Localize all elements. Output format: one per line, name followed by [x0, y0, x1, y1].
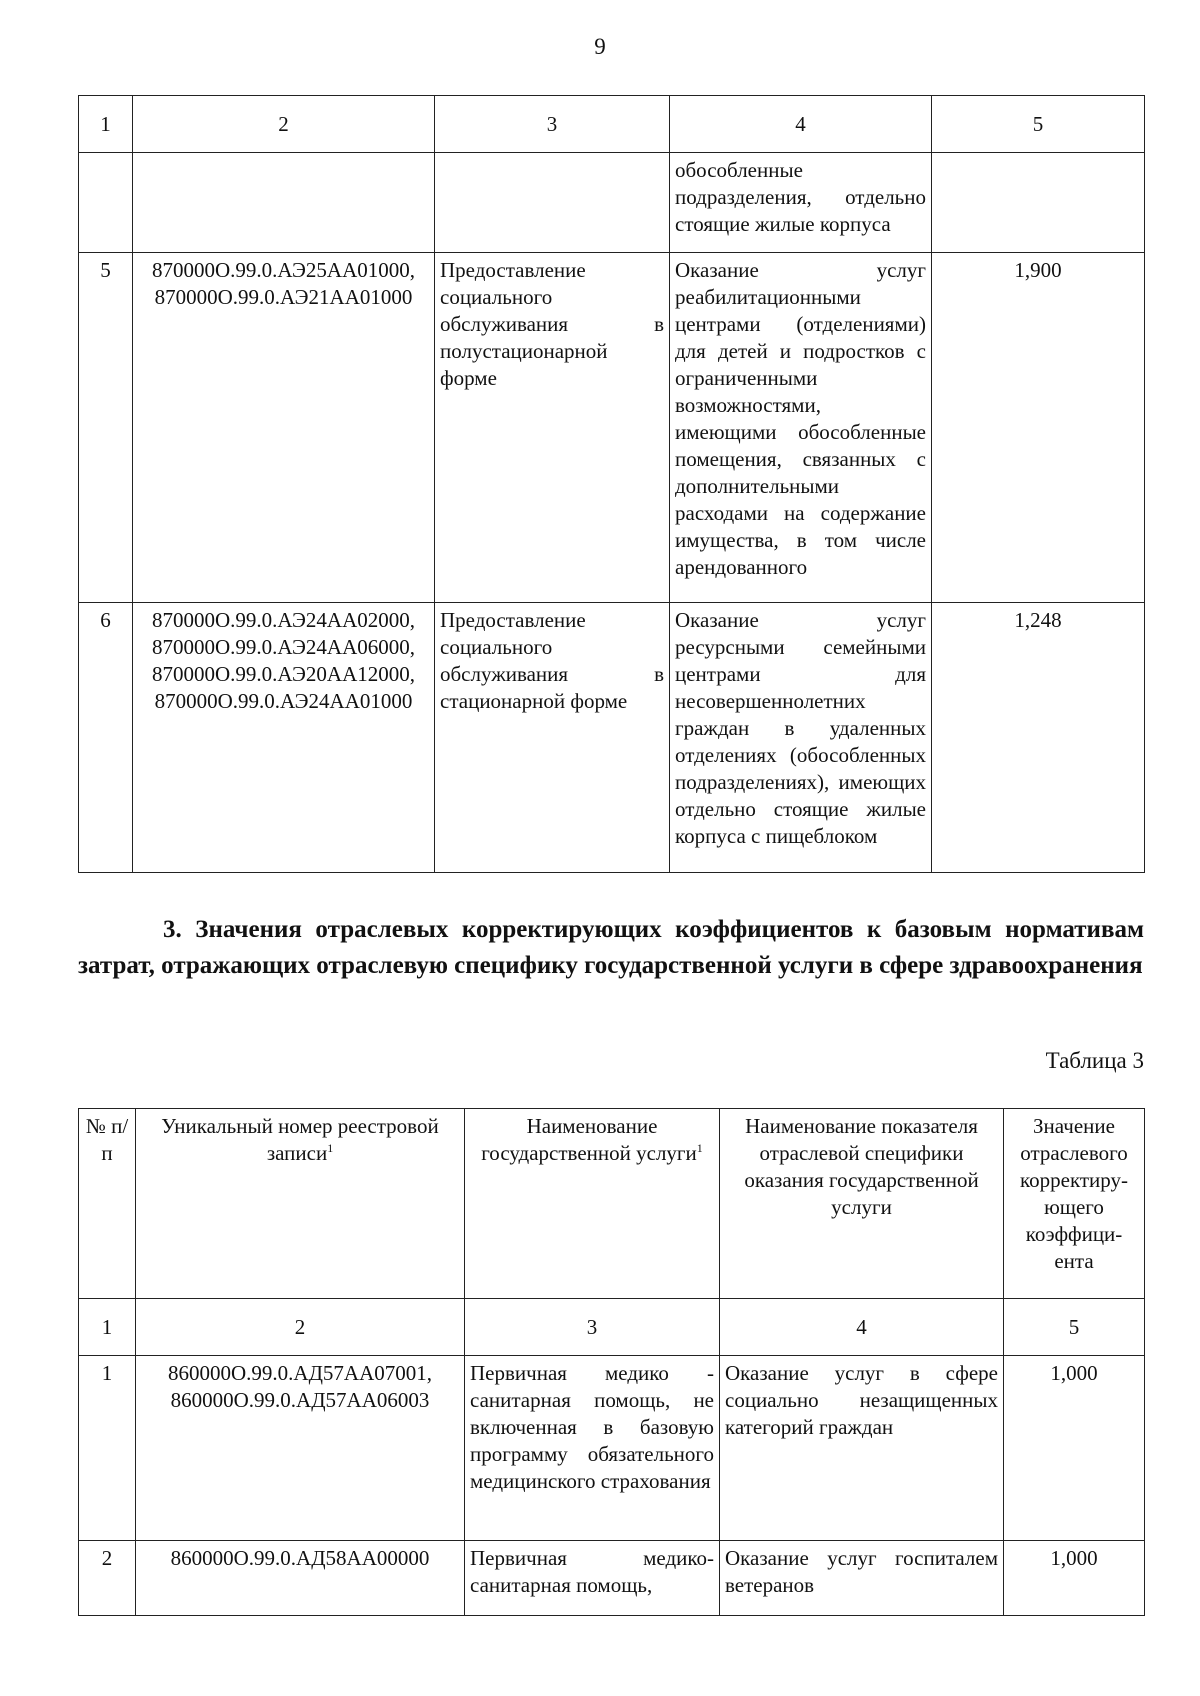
- indicator-name: Оказание услуг в сфере социально незащищенных категорий граждан: [720, 1356, 1004, 1541]
- service-name: [435, 153, 670, 253]
- coefficient-value: 1,248: [932, 603, 1145, 873]
- table-row: [79, 603, 1145, 873]
- column-number: 4: [720, 1299, 1004, 1356]
- row-number: [79, 153, 133, 253]
- indicator-name: Оказание услуг госпиталем ветеранов: [720, 1541, 1004, 1616]
- column-number: 5: [932, 96, 1145, 153]
- registry-codes: 870000О.99.0.АЭ25АА01000, 870000О.99.0.АЭ21АА01000: [133, 253, 435, 603]
- column-number: 2: [136, 1299, 465, 1356]
- row-number: 2: [79, 1541, 136, 1616]
- coefficient-value: [932, 153, 1145, 253]
- registry-codes: 860000О.99.0.АД57АА07001, 860000О.99.0.АД57АА06003: [136, 1356, 465, 1541]
- coefficient-value: 1,000: [1004, 1356, 1145, 1541]
- service-name: Первичная медико-санитарная помощь,: [465, 1541, 720, 1616]
- coefficients-table: [78, 1108, 1145, 1616]
- column-number-row: [79, 1299, 1145, 1356]
- column-number: 2: [133, 96, 435, 153]
- service-name: Предоставление социального обслуживания в полустационарной форме: [435, 253, 670, 603]
- table-row: [79, 153, 1145, 253]
- page-number: 9: [594, 34, 606, 59]
- column-number: 1: [79, 1299, 136, 1356]
- header-coefficient-value: Значение отраслевого корректиру- ющего коэффици- ента: [1004, 1109, 1145, 1299]
- indicator-name: обособленные подразделения, отдельно стоящие жилые корпуса: [670, 153, 932, 253]
- registry-codes: 870000О.99.0.АЭ24АА02000, 870000О.99.0.АЭ24АА06000, 870000О.99.0.АЭ20АА12000, 870000О.99.0.АЭ24АА01000: [133, 603, 435, 873]
- table-caption: Таблица 3: [1045, 1048, 1144, 1073]
- service-name: Предоставление социального обслуживания в стационарной форме: [435, 603, 670, 873]
- column-number: 4: [670, 96, 932, 153]
- coefficient-value: 1,000: [1004, 1541, 1145, 1616]
- section-heading: 3. Значения отраслевых корректирующих коэффициентов к базовым нормативам затрат, отражающих отраслевую специфику государственной услуги в сфере здравоохранения: [78, 916, 1144, 979]
- table-row: [79, 1356, 1145, 1541]
- row-number: 5: [79, 253, 133, 603]
- column-number: 1: [79, 96, 133, 153]
- registry-codes: [133, 153, 435, 253]
- header-number: № п/п: [79, 1109, 136, 1299]
- continued-table: [78, 95, 1145, 873]
- row-number: 6: [79, 603, 133, 873]
- registry-codes: 860000О.99.0.АД58АА00000: [136, 1541, 465, 1616]
- table-row: [79, 253, 1145, 603]
- row-number: 1: [79, 1356, 136, 1541]
- indicator-name: Оказание услуг реабилитационными центрами (отделениями) для детей и подростков с ограниченными возможностями, имеющими обособленные помещения, связанных с дополнительными расходами на содержание имущества, в том числе арендованного: [670, 253, 932, 603]
- indicator-name: Оказание услуг ресурсными семейными центрами для несовершеннолетних граждан в удаленных отделениях (обособленных подразделениях), имеющих отдельно стоящие жилые корпуса с пищеблоком: [670, 603, 932, 873]
- column-number-row: [79, 96, 1145, 153]
- column-number: 3: [435, 96, 670, 153]
- column-number: 3: [465, 1299, 720, 1356]
- table-row: [79, 1541, 1145, 1616]
- header-indicator-name: Наименование показателя отраслевой специфики оказания государственной услуги: [720, 1109, 1004, 1299]
- header-service-name: Наименование государственной услуги$^1$: [465, 1109, 720, 1299]
- header-registry-number: Уникальный номер реестровой записи$^1$: [136, 1109, 465, 1299]
- service-name: Первичная медико - санитарная помощь, не включенная в базовую программу обязательного медицинского страхования: [465, 1356, 720, 1541]
- column-number: 5: [1004, 1299, 1145, 1356]
- coefficient-value: 1,900: [932, 253, 1145, 603]
- table-header-row: [79, 1109, 1145, 1299]
